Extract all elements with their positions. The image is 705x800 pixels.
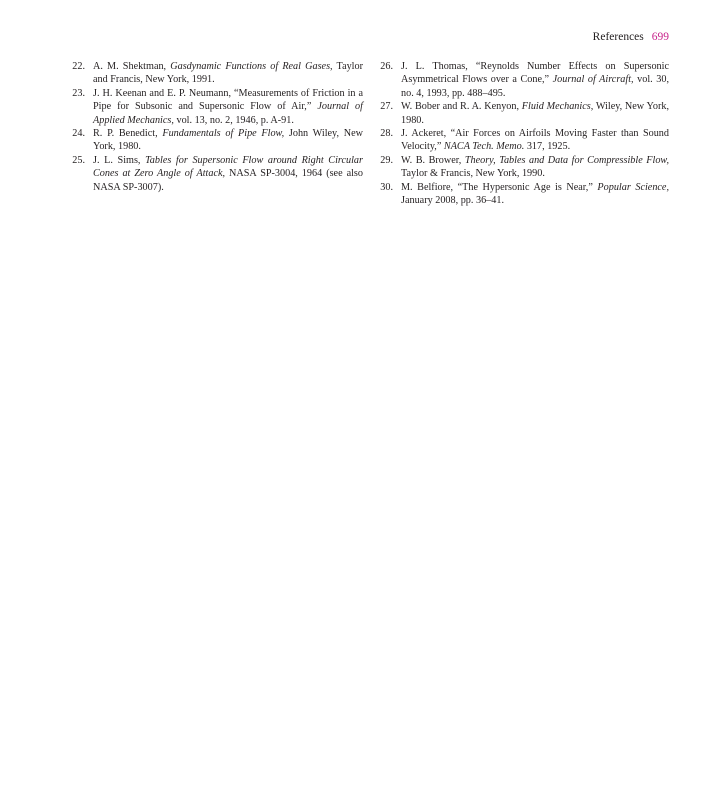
- reference-text-segment: R. P. Benedict,: [93, 128, 163, 140]
- reference-title-italic: Popular Science,: [597, 181, 670, 193]
- reference-text-segment: John Wiley, New York, 1980.: [93, 128, 363, 153]
- reference-text-segment: W. Bober and R. A. Kenyon,: [401, 101, 522, 113]
- reference-number: 26.: [380, 61, 393, 72]
- running-head-section: References: [592, 31, 644, 43]
- reference-title-italic: Fluid Mechanics,: [521, 101, 594, 113]
- reference-entry: [66, 154, 363, 194]
- reference-text: [401, 182, 669, 206]
- reference-entry: [66, 60, 363, 87]
- reference-entry: [374, 154, 669, 181]
- references-left-column: [66, 60, 363, 194]
- reference-text-segment: vol. 30, no. 4, 1993, pp. 488–495.: [401, 74, 670, 99]
- reference-text-segment: vol. 13, no. 2, 1946, p. A-91.: [173, 114, 294, 126]
- reference-text-segment: J. Ackeret, “Air Forces on Airfoils Moving Faster than Sound Velocity,”: [401, 128, 669, 153]
- reference-entry: [66, 87, 363, 127]
- reference-text-segment: W. B. Brower,: [401, 154, 465, 166]
- reference-number: 23.: [72, 87, 85, 99]
- reference-number: 27.: [380, 101, 393, 113]
- reference-text: [401, 128, 669, 152]
- reference-number: 29.: [380, 154, 393, 166]
- reference-title-italic: Journal of Applied Mechanics,: [93, 101, 363, 126]
- reference-text-segment: January 2008, pp. 36–41.: [401, 195, 504, 207]
- references-right-column: [374, 60, 669, 207]
- reference-text-segment: 317, 1925.: [524, 141, 571, 153]
- reference-entry: [374, 181, 669, 208]
- reference-entry: [66, 127, 363, 154]
- reference-text: [401, 155, 669, 179]
- reference-entry: [374, 100, 669, 127]
- reference-text-segment: J. L. Thomas, “Reynolds Number Effects on Supersonic Asymmetrical Flows over a Cone,”: [401, 61, 669, 86]
- running-head: [593, 30, 669, 44]
- reference-title-italic: Journal of Aircraft,: [552, 74, 634, 86]
- reference-number: 24.: [72, 128, 85, 140]
- reference-entry: [374, 127, 669, 154]
- reference-text: [93, 155, 363, 193]
- reference-title-italic: Fundamentals of Pipe Flow,: [162, 128, 285, 140]
- reference-text-segment: Taylor and Francis, New York, 1991.: [93, 61, 364, 86]
- reference-text: [93, 128, 363, 152]
- reference-number: 25.: [72, 154, 85, 166]
- reference-text: [401, 101, 669, 125]
- reference-text-segment: NASA SP-3004, 1964 (see also NASA SP-3007).: [93, 168, 363, 193]
- reference-text-segment: M. Belfiore, “The Hypersonic Age is Near,”: [401, 181, 598, 193]
- reference-text: [93, 61, 363, 85]
- reference-text-segment: Taylor & Francis, New York, 1990.: [401, 168, 545, 180]
- reference-number: 30.: [380, 181, 393, 193]
- reference-title-italic: Tables for Supersonic Flow around Right Circular Cones at Zero Angle of Attack,: [93, 154, 363, 180]
- reference-text: [93, 88, 363, 126]
- reference-entry: [374, 60, 669, 100]
- reference-text-segment: J. L. Sims,: [93, 154, 146, 166]
- reference-title-italic: NACA Tech. Memo.: [443, 141, 525, 153]
- reference-number: 22.: [72, 61, 85, 72]
- reference-title-italic: Theory, Tables and Data for Compressible Flow,: [464, 154, 669, 166]
- reference-title-italic: Gasdynamic Functions of Real Gases,: [170, 61, 333, 72]
- reference-text-segment: A. M. Shektman,: [93, 61, 171, 72]
- reference-text: [401, 61, 669, 99]
- reference-text-segment: Wiley, New York, 1980.: [401, 101, 669, 126]
- reference-text-segment: J. H. Keenan and E. P. Neumann, “Measurements of Friction in a Pipe for Subsonic and Supersonic Flow of Air,”: [93, 87, 363, 113]
- page-number: 699: [651, 31, 669, 43]
- reference-number: 28.: [380, 128, 393, 140]
